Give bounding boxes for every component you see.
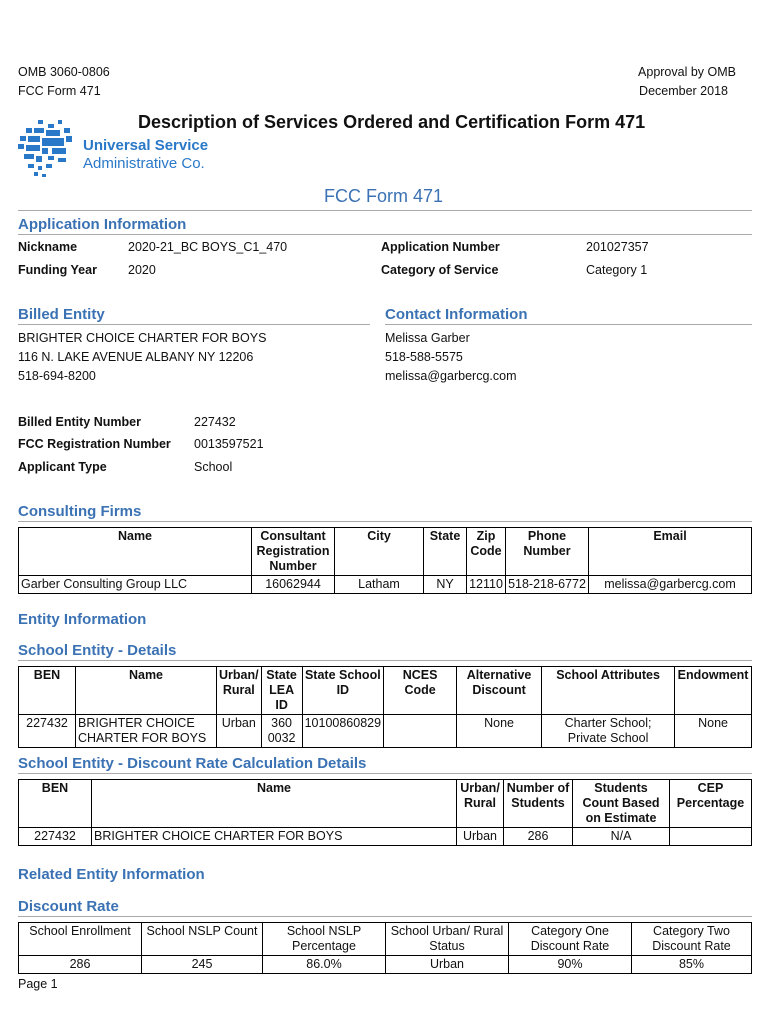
school-entity-table [18,666,752,748]
column-header: Alternative Discount [457,667,542,715]
column-header: Name [76,667,217,715]
consulting-table [18,527,752,594]
approval-text: Approval by OMB [638,65,736,79]
table-header-row [19,667,752,715]
column-header: Name [92,780,457,828]
column-header: State [424,528,467,576]
table-cell: 86.0% [263,956,386,974]
category-label: Category of Service [381,263,499,277]
column-header: School Attributes [542,667,675,715]
contact-heading: Contact Information [385,306,528,323]
billed-entity-name: BRIGHTER CHOICE CHARTER FOR BOYS [18,331,267,345]
frn-value: 0013597521 [194,437,264,451]
table-cell: None [675,715,752,748]
column-header: BEN [19,667,76,715]
logo-line1: Universal Service [83,137,209,154]
divider [18,660,752,661]
applicant-type-value: School [194,460,233,474]
column-header: Number of Students [504,780,573,828]
divider [385,324,752,325]
table-row [19,576,752,594]
table-cell: Urban [457,828,504,846]
table-cell: melissa@garbercg.com [589,576,752,594]
divider [18,521,752,522]
column-header: Urban/ Rural [217,667,262,715]
table-row [19,828,752,846]
table-row [19,956,752,974]
discount-rate-heading: Discount Rate [18,898,119,915]
column-header: BEN [19,780,92,828]
discount-calc-heading: School Entity - Discount Rate Calculation Details [18,755,367,772]
category-value: Category 1 [586,263,648,277]
column-header: School Enrollment [19,923,142,956]
table-header-row [19,923,752,956]
ben-value: 227432 [194,415,236,429]
page-number: Page 1 [18,977,58,991]
form-number: FCC Form 471 [18,84,101,98]
table-cell: 90% [509,956,632,974]
column-header: Endowment [675,667,752,715]
table-cell: 16062944 [252,576,335,594]
column-header: Consultant Registration Number [252,528,335,576]
nickname-value: 2020-21_BC BOYS_C1_470 [128,240,288,254]
column-header: School NSLP Percentage [263,923,386,956]
table-cell: 286 [19,956,142,974]
approval-date: December 2018 [639,84,728,98]
billed-entity-phone: 518-694-8200 [18,369,96,383]
table-cell: 12110 [467,576,506,594]
usac-logo-icon [16,118,76,182]
column-header: State LEA ID [261,667,302,715]
table-cell: Urban [386,956,509,974]
column-header: CEP Percentage [670,780,752,828]
discount-calc-table [18,779,752,846]
app-number-label: Application Number [381,240,500,254]
table-row [19,715,752,748]
column-header: NCES Code [384,667,457,715]
column-header: Students Count Based on Estimate [573,780,670,828]
table-cell: NY [424,576,467,594]
column-header: Category One Discount Rate [509,923,632,956]
table-cell: N/A [573,828,670,846]
divider [18,210,752,211]
page-title: Description of Services Ordered and Certification Form 471 [138,112,646,132]
column-header: Email [589,528,752,576]
related-entity-heading: Related Entity Information [18,866,205,883]
table-cell: 85% [632,956,752,974]
table-header-row [19,780,752,828]
contact-phone: 518-588-5575 [385,350,463,364]
table-cell: 518-218-6772 [506,576,589,594]
divider [18,234,752,235]
table-cell: None [457,715,542,748]
column-header: Name [19,528,252,576]
table-cell: Garber Consulting Group LLC [19,576,252,594]
column-header: Phone Number [506,528,589,576]
billed-entity-address: 116 N. LAKE AVENUE ALBANY NY 12206 [18,350,254,364]
table-cell: Latham [335,576,424,594]
column-header: City [335,528,424,576]
application-heading: Application Information [18,216,187,233]
nickname-label: Nickname [18,240,78,254]
table-cell [670,828,752,846]
column-header: Zip Code [467,528,506,576]
column-header: State School ID [302,667,383,715]
frn-label: FCC Registration Number [18,437,171,451]
school-entity-heading: School Entity - Details [18,642,177,659]
entity-heading: Entity Information [18,611,147,628]
ben-label: Billed Entity Number [18,415,141,429]
logo-line2: Administrative Co. [83,155,205,172]
table-cell: 10100860829 [302,715,383,748]
table-cell: Charter School; Private School [542,715,675,748]
billed-entity-heading: Billed Entity [18,306,105,323]
divider [18,916,752,917]
contact-name: Melissa Garber [385,331,470,345]
column-header: School NSLP Count [142,923,263,956]
contact-email: melissa@garbercg.com [385,369,517,383]
table-cell: BRIGHTER CHOICE CHARTER FOR BOYS [76,715,217,748]
table-cell: 245 [142,956,263,974]
table-cell: 227432 [19,828,92,846]
table-cell: Urban [217,715,262,748]
table-cell: 360 0032 [261,715,302,748]
table-cell [384,715,457,748]
omb-number: OMB 3060-0806 [18,65,110,79]
app-number-value: 201027357 [586,240,649,254]
column-header: Urban/ Rural [457,780,504,828]
funding-year-label: Funding Year [18,263,97,277]
funding-year-value: 2020 [128,263,156,277]
divider [18,773,752,774]
table-header-row [19,528,752,576]
discount-rate-table [18,922,752,974]
divider [18,324,370,325]
table-cell: BRIGHTER CHOICE CHARTER FOR BOYS [92,828,457,846]
column-header: Category Two Discount Rate [632,923,752,956]
consulting-heading: Consulting Firms [18,503,142,520]
applicant-type-label: Applicant Type [18,460,107,474]
form-subtitle: FCC Form 471 [324,186,444,206]
table-cell: 286 [504,828,573,846]
table-cell: 227432 [19,715,76,748]
column-header: School Urban/ Rural Status [386,923,509,956]
